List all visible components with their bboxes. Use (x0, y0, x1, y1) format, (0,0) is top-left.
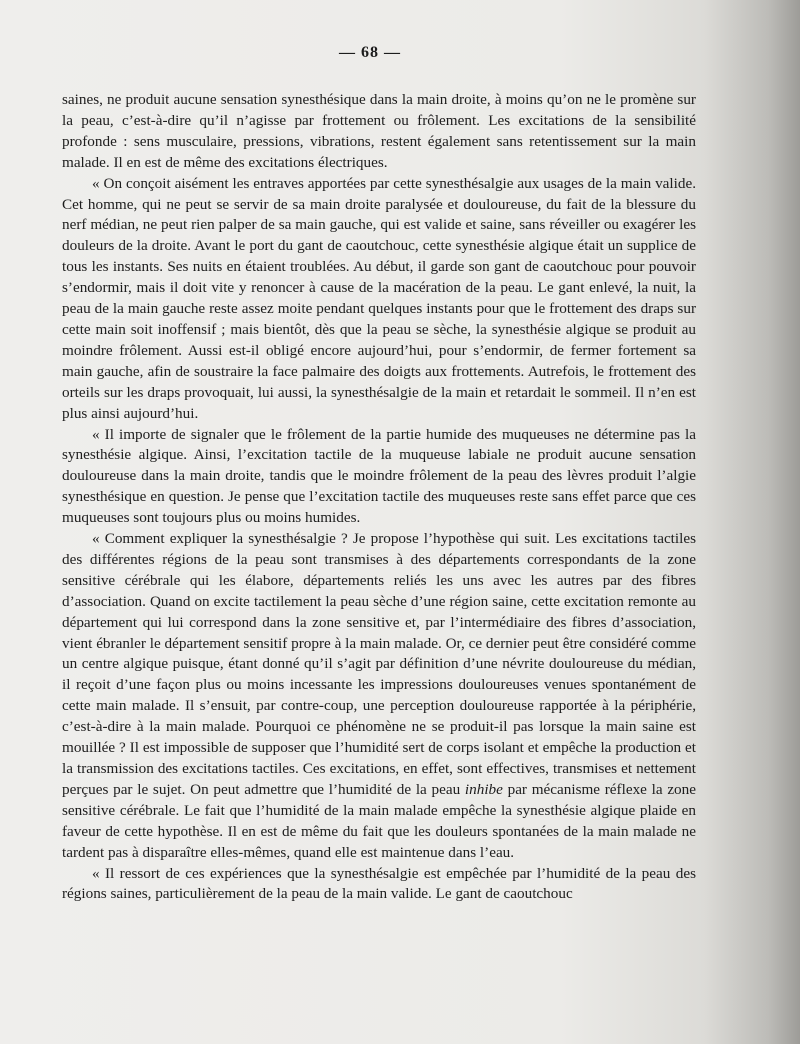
paragraph: « Il importe de signaler que le frôlement de la partie humide des muqueuses ne détermine pas la synesthésie algique. Ainsi, l’excitation tactile de la muqueuse labiale ne produit aucune sensation douloureuse dans la main droite, tandis que le moindre frôlement de la peau des lèvres produit l’algie synesthésique en question. Je pense que l’excitation tactile des muqueuses reste sans effet parce que ces muqueuses sont toujours plus ou moins humides. (62, 425, 696, 527)
paragraph: « On conçoit aisément les entraves apportées par cette synesthésalgie aux usages de la main valide. Cet homme, qui ne peut se servir de sa main droite paralysée et douloureuse, du fait de la blessure du nerf médian, ne peut rien palper de sa main gauche, qui est valide et saine, sans réveiller ou exagérer les douleurs de la droite. Avant le port du gant de caoutchouc, cette synesthésie algique était un supplice de tous les instants. Ses nuits en étaient troublées. Au début, il garde son gant de caoutchouc pour pouvoir s’endormir, mais il doit vite y renoncer à cause de la macération de la peau. Le gant enlevé, la nuit, la peau de la main gauche reste assez moite pendant quelques instants pour que le frottement des draps sur cette main soit inoffensif ; mais bientôt, dès que la peau se sèche, la synesthésie algique se produit au moindre frôlement. Aussi est-il obligé encore aujourd’hui, pour s’endormir, de fermer fortement sa main gauche, afin de soustraire la face palmaire des doigts aux frottements. Autrefois, le frottement des orteils sur les draps provoquait, lui aussi, la synesthésalgie de la main et retardait le sommeil. Il n’en est plus ainsi aujourd’hui. (62, 174, 696, 422)
emphasized-word: inhibe (464, 780, 503, 798)
paragraph: saines, ne produit aucune sensation synesthésique dans la main droite, à moins qu’on ne le promène sur la peau, c’est-à-dire qu’il n’agisse par frottement ou frôlement. Les excitations de la sensibilité profonde : sens musculaire, pressions, vibrations, restent également sans retentissement sur la main malade. Il en est de même des excitations électriques. (62, 91, 696, 171)
body-text (62, 90, 696, 905)
page-number: — 68 — (339, 44, 401, 61)
paragraph: « Il ressort de ces expériences que la synesthésalgie est empêchée par l’humidité de la peau des régions saines, particulièrement de la peau de la main valide. Le gant de caoutchouc (62, 864, 696, 903)
paragraph-text: par mécanisme réflexe la zone sensitive cérébrale. Le fait que l’humidité de la main malade empêche la synesthésie algique plaide en faveur de cette hypothèse. Il en est de même du fait que les douleurs spontanées de la main malade ne tardent pas à disparaître elles-mêmes, quand elle est maintenue dans l’eau. (62, 780, 696, 861)
paragraph (62, 529, 696, 864)
paragraph-text: « Comment expliquer la synesthésalgie ? Je propose l’hypothèse qui suit. Les excitations tactiles des différentes régions de la peau sont transmises à des départements correspondants de la zone sensitive cérébrale qui les élabore, départements reliés les uns avec les autres par des fibres d’association. Quand on excite tactilement la peau sèche d’une région saine, cette excitation remonte au département qui lui correspond dans la zone sensitive et, par l’intermédiaire des fibres d’association, vient ébranler le département sensitif propre à la main malade. Or, ce dernier peut être considéré comme un centre algique puisque, étant donné qu’il s’agit par définition d’une névrite douloureuse du médian, il reçoit d’une façon plus ou moins incessante les impressions douloureuses venues spontanément de cette main malade. Il s’ensuit, par contre-coup, une perception douloureuse rapportée à la périphérie, c’est-à-dire à la main malade. Pourquoi ce phénomène ne se produit-il pas lorsque la main saine est mouillée ? Il est impossible de supposer que l’humidité sert de corps isolant et empêche la production et la transmission des excitations tactiles. Ces excitations, en effet, sont effectives, transmises et nettement perçues par le sujet. On peut admettre que l’humidité de la peau (62, 530, 696, 798)
